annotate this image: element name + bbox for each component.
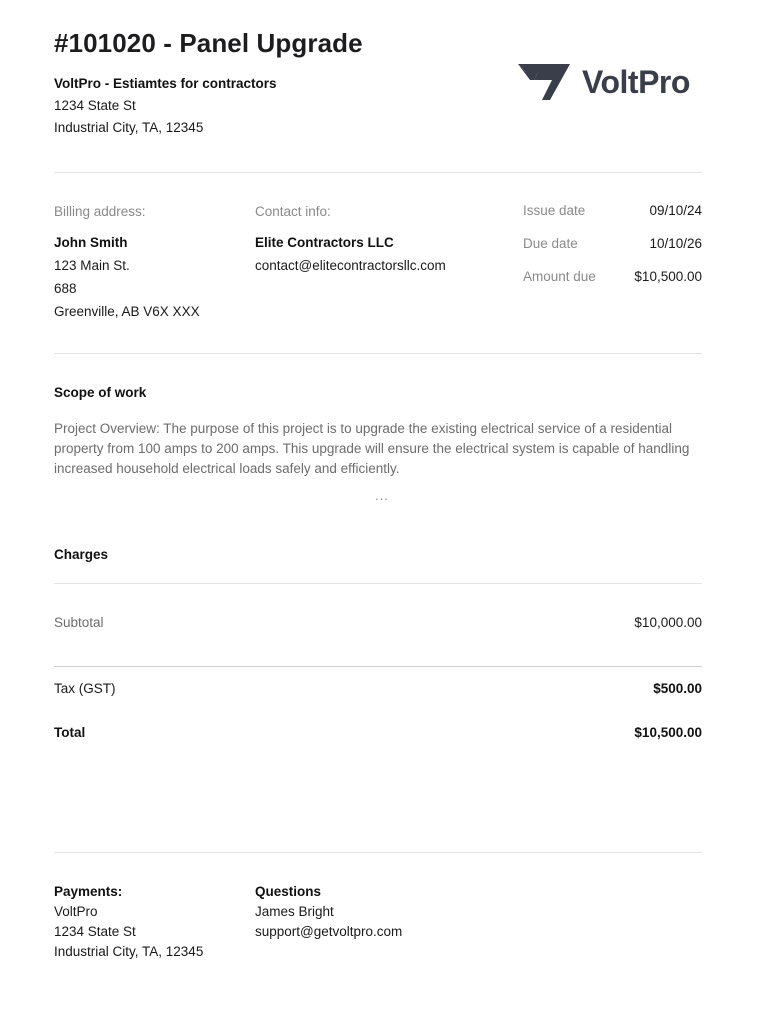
billing-street: 123 Main St. (54, 258, 130, 273)
questions-name: James Bright (255, 904, 334, 919)
payments-heading: Payments: (54, 884, 123, 899)
billing-unit: 688 (54, 281, 77, 296)
questions-block (255, 882, 402, 942)
company-city: Industrial City, TA, 12345 (54, 120, 204, 135)
payments-block (54, 882, 203, 962)
header-divider (54, 172, 702, 173)
contact-label: Contact info: (255, 204, 331, 219)
questions-heading: Questions (255, 884, 322, 899)
total-value: $10,500.00 (634, 725, 702, 740)
amount-due-value: $10,500.00 (634, 269, 702, 284)
scope-ellipsis: ... (375, 488, 389, 503)
billing-city: Greenville, AB V6X XXX (54, 304, 200, 319)
billing-label: Billing address: (54, 204, 146, 219)
charges-heading: Charges (54, 547, 109, 562)
payments-street: 1234 State St (54, 924, 136, 939)
issue-date-value: 09/10/24 (649, 203, 702, 218)
billing-name: John Smith (54, 235, 128, 250)
footer-divider (54, 852, 702, 853)
company-name: VoltPro - Estiamtes for contractors (54, 76, 277, 91)
payments-city: Industrial City, TA, 12345 (54, 944, 204, 959)
company-street: 1234 State St (54, 98, 136, 113)
subtotal-label: Subtotal (54, 615, 104, 630)
tax-value: $500.00 (653, 681, 702, 696)
voltpro-bolt-logo-icon (516, 62, 572, 102)
payments-name: VoltPro (54, 904, 98, 919)
brand-logo (516, 62, 690, 102)
issue-date-label: Issue date (523, 203, 586, 218)
due-date-value: 10/10/26 (649, 236, 702, 251)
due-date-label: Due date (523, 236, 578, 251)
subtotal-value: $10,000.00 (634, 615, 702, 630)
total-label: Total (54, 725, 86, 740)
total-row (54, 725, 702, 740)
scope-heading: Scope of work (54, 385, 147, 400)
contact-email[interactable]: contact@elitecontractorsllc.com (255, 258, 446, 273)
subtotal-row (54, 615, 702, 630)
amount-due-label: Amount due (523, 269, 596, 284)
charges-divider-top (54, 583, 702, 584)
tax-row (54, 681, 702, 696)
info-divider (54, 353, 702, 354)
contact-company: Elite Contractors LLC (255, 235, 394, 250)
charges-divider-middle (54, 666, 702, 667)
questions-email[interactable]: support@getvoltpro.com (255, 924, 403, 939)
tax-label: Tax (GST) (54, 681, 116, 696)
scope-description: Project Overview: The purpose of this project is to upgrade the existing electrical service of a residential property from 100 amps to 200 amps. This upgrade will ensure the electrical system is capable of handling increased household electrical loads safely and efficiently. (54, 421, 690, 476)
page-title: #101020 - Panel Upgrade (54, 28, 363, 58)
logo-wordmark: VoltPro (582, 63, 690, 100)
